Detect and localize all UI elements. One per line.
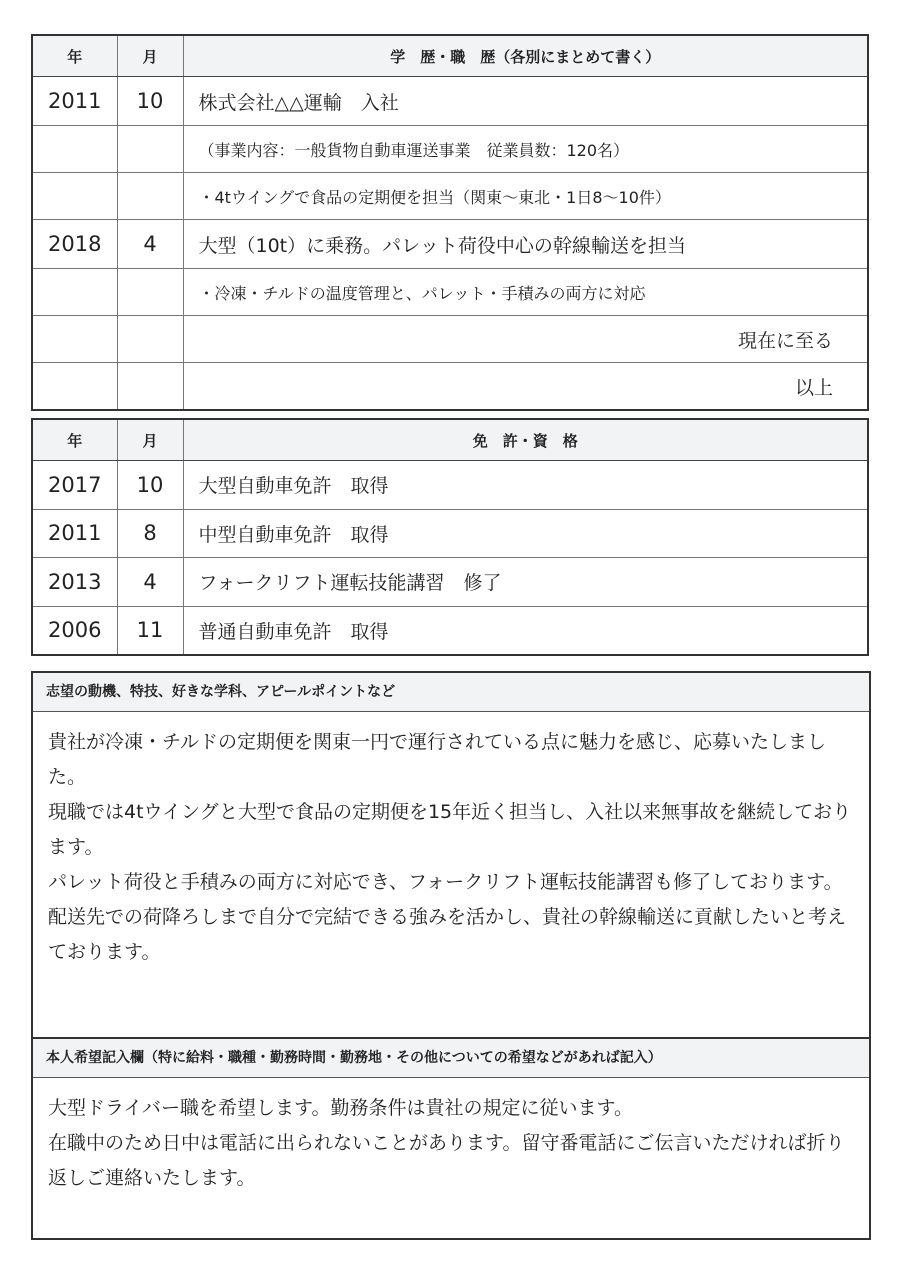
career-desc-header: 学 歴・職 歴（各別にまとめて書く） [183, 35, 868, 77]
career-entry: 株式会社△△運輸 入社 [183, 77, 868, 126]
table-row [32, 269, 868, 316]
table-row [32, 363, 868, 411]
motivation-body [33, 712, 869, 970]
table-row [32, 509, 868, 558]
career-current-note: 現在に至る [183, 316, 868, 363]
license-entry: 普通自動車免許 取得 [183, 606, 868, 655]
year-cell [32, 269, 117, 316]
table-row [32, 220, 868, 269]
licenses-month-header: 月 [117, 419, 183, 461]
month-cell: 4 [117, 220, 183, 269]
wishes-header: 本人希望記入欄（特に給料・職種・勤務時間・勤務地・その他についての希望などがあれば記入） [33, 1039, 869, 1078]
licenses-year-header: 年 [32, 419, 117, 461]
table-row [32, 461, 868, 510]
year-cell: 2017 [32, 461, 117, 510]
wishes-body [33, 1078, 869, 1196]
career-entry: （事業内容：一般貨物自動車運送事業 従業員数：120名） [183, 126, 868, 173]
career-end-note: 以上 [183, 363, 868, 411]
wishes-line: 大型ドライバー職を希望します。勤務条件は貴社の規定に従います。 [48, 1097, 634, 1119]
motivation-header: 志望の動機、特技、好きな学科、アピールポイントなど [33, 673, 869, 712]
motivation-line: 貴社が冷凍・チルドの定期便を関東一円で運行されている点に魅力を感じ、応募いたしました。 [48, 731, 827, 788]
table-row [32, 316, 868, 363]
career-header-row [32, 35, 868, 77]
licenses-header-row [32, 419, 868, 461]
year-cell: 2006 [32, 606, 117, 655]
month-cell: 11 [117, 606, 183, 655]
year-cell: 2018 [32, 220, 117, 269]
year-cell: 2013 [32, 558, 117, 607]
year-cell [32, 173, 117, 220]
license-entry: 中型自動車免許 取得 [183, 509, 868, 558]
license-entry: 大型自動車免許 取得 [183, 461, 868, 510]
month-cell [117, 173, 183, 220]
wishes-line: 在職中のため日中は電話に出られないことがあります。留守番電話にご伝言いただければ折り返しご連絡いたします。 [48, 1132, 845, 1189]
table-row [32, 77, 868, 126]
licenses-table [31, 418, 869, 656]
year-cell: 2011 [32, 509, 117, 558]
year-cell [32, 316, 117, 363]
wishes-section [31, 1037, 871, 1240]
year-cell [32, 363, 117, 411]
motivation-line: 配送先での荷降ろしまで自分で完結できる強みを活かし、貴社の幹線輸送に貢献したいと考えております。 [48, 906, 847, 963]
motivation-section [31, 671, 871, 1041]
year-cell [32, 126, 117, 173]
table-row [32, 173, 868, 220]
month-cell: 4 [117, 558, 183, 607]
motivation-line: 現職では4tウイングと大型で食品の定期便を15年近く担当し、入社以来無事故を継続しております。 [48, 801, 852, 858]
motivation-line: パレット荷役と手積みの両方に対応でき、フォークリフト運転技能講習も修了しております。 [48, 871, 843, 893]
career-month-header: 月 [117, 35, 183, 77]
career-year-header: 年 [32, 35, 117, 77]
month-cell: 10 [117, 461, 183, 510]
career-entry: 大型（10t）に乗務。パレット荷役中心の幹線輸送を担当 [183, 220, 868, 269]
table-row [32, 606, 868, 655]
month-cell: 8 [117, 509, 183, 558]
licenses-desc-header: 免 許・資 格 [183, 419, 868, 461]
month-cell [117, 316, 183, 363]
career-entry: ・冷凍・チルドの温度管理と、パレット・手積みの両方に対応 [183, 269, 868, 316]
table-row [32, 126, 868, 173]
career-table [31, 34, 869, 411]
month-cell [117, 269, 183, 316]
license-entry: フォークリフト運転技能講習 修了 [183, 558, 868, 607]
career-entry: ・4tウイングで食品の定期便を担当（関東〜東北・1日8〜10件） [183, 173, 868, 220]
month-cell [117, 126, 183, 173]
month-cell: 10 [117, 77, 183, 126]
month-cell [117, 363, 183, 411]
table-row [32, 558, 868, 607]
year-cell: 2011 [32, 77, 117, 126]
